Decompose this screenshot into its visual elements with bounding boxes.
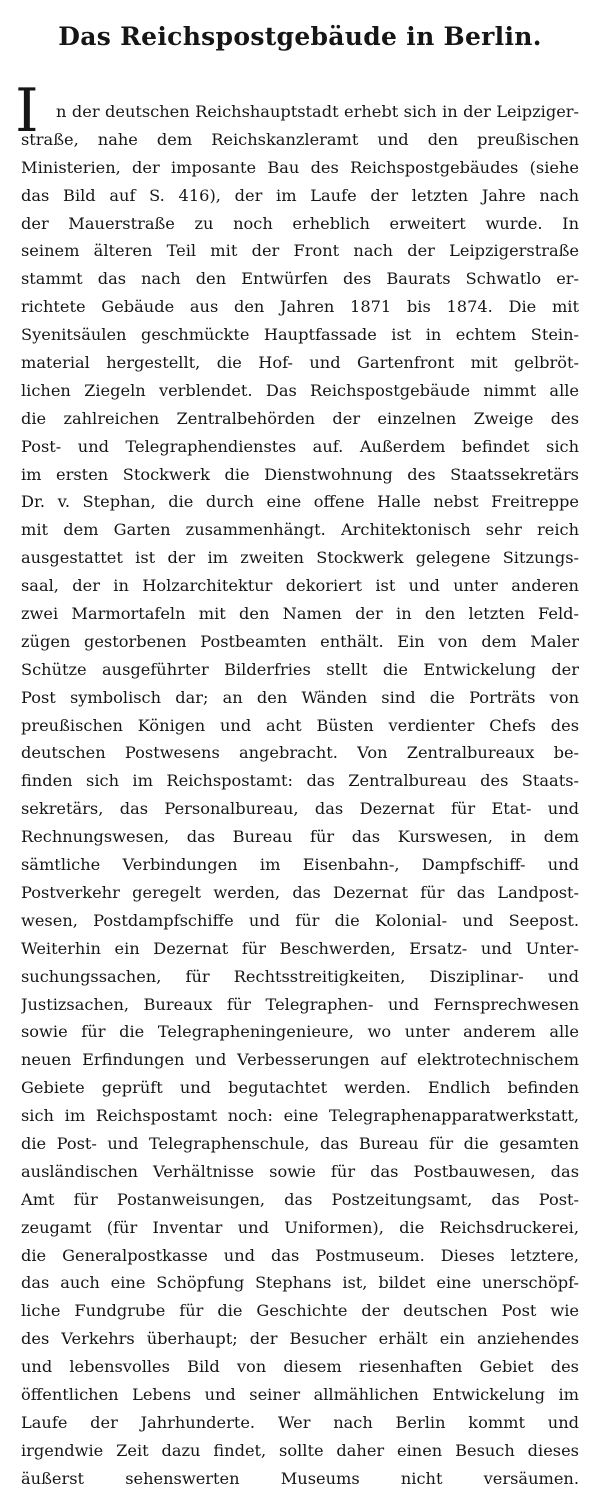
text-line: die Generalpostkasse und das Postmuseum. Dieses letztere, (21, 1245, 579, 1265)
text-line: Schütze ausgeführter Bilderfries stellt die Entwickelung der (21, 659, 579, 679)
text-line: Weiterhin ein Dezernat für Beschwerden, Ersatz- und Unter- (21, 938, 579, 958)
text-line: ausländischen Verhältnisse sowie für das Postbauwesen, das (21, 1161, 579, 1181)
text-line: im ersten Stockwerk die Dienstwohnung des Staatssekretärs (21, 464, 579, 484)
text-line: sämtliche Verbindungen im Eisenbahn-, Dampfschiff- und (21, 855, 579, 875)
text-line: und lebensvolles Bild von diesem riesenhaften Gebiet des (21, 1357, 579, 1377)
text-line: Justizsachen, Bureaux für Telegraphen- und Fernsprechwesen (21, 994, 579, 1014)
article-text (21, 98, 579, 1493)
text-line: Ministerien, der imposante Bau des Reichspostgebäudes (siehe (21, 157, 579, 177)
text-line: Post symbolisch dar; an den Wänden sind die Porträts von (21, 687, 579, 707)
text-line: des Verkehrs überhaupt; der Besucher erhält ein anziehendes (21, 1329, 579, 1349)
text-line: straße, nahe dem Reichskanzleramt und den preußischen (21, 129, 579, 149)
text-line: Syenitsäulen geschmückte Hauptfassade ist in echtem Stein- (21, 325, 579, 345)
text-line: zwei Marmortafeln mit den Namen der in den letzten Feld- (21, 604, 579, 624)
text-line: seinem älteren Teil mit der Front nach der Leipzigerstraße (21, 241, 579, 261)
drop-cap: I (15, 76, 39, 146)
text-line: stammt das nach den Entwürfen des Baurats Schwatlo er- (21, 269, 579, 289)
text-line: liche Fundgrube für die Geschichte der deutschen Post wie (21, 1301, 579, 1321)
text-line: wesen, Postdampfschiffe und für die Kolonial- und Seepost. (21, 910, 579, 930)
text-line: deutschen Postwesens angebracht. Von Zentralbureaux be- (21, 743, 579, 763)
text-line: zeugamt (für Inventar und Uniformen), die Reichsdruckerei, (21, 1217, 579, 1237)
text-line: richtete Gebäude aus den Jahren 1871 bis 1874. Die mit (21, 297, 579, 317)
text-line: material hergestellt, die Hof- und Gartenfront mit gelbröt- (21, 353, 579, 373)
text-line: die zahlreichen Zentralbehörden der einzelnen Zweige des (21, 408, 579, 428)
text-line: äußerst sehenswerten Museums nicht versäumen. (21, 1468, 579, 1488)
text-line: suchungssachen, für Rechtsstreitigkeiten, Disziplinar- und (21, 966, 579, 986)
text-line: Post- und Telegraphendienstes auf. Außerdem befindet sich (21, 436, 579, 456)
text-line: Amt für Postanweisungen, das Postzeitungsamt, das Post- (21, 1189, 579, 1209)
article-title: Das Reichspostgebäude in Berlin. (58, 22, 542, 51)
text-line: Postverkehr geregelt werden, das Dezernat für das Landpost- (21, 882, 579, 902)
text-line: lichen Ziegeln verblendet. Das Reichspostgebäude nimmt alle (21, 380, 579, 400)
text-line: saal, der in Holzarchitektur dekoriert ist und unter anderen (21, 576, 579, 596)
text-line: sekretärs, das Personalbureau, das Dezernat für Etat- und (21, 799, 579, 819)
text-line: Dr. v. Stephan, die durch eine offene Halle nebst Freitreppe (21, 492, 579, 512)
text-line: das Bild auf S. 416), der im Laufe der letzten Jahre nach (21, 185, 579, 205)
text-line: preußischen Königen und acht Büsten verdienter Chefs des (21, 715, 579, 735)
text-line: sich im Reichspostamt noch: eine Telegraphenapparatwerkstatt, (21, 1106, 579, 1126)
text-line: Gebiete geprüft und begutachtet werden. Endlich befinden (21, 1078, 579, 1098)
text-line: die Post- und Telegraphenschule, das Bureau für die gesamten (21, 1133, 579, 1153)
article-body (15, 76, 579, 1493)
text-line: zügen gestorbenen Postbeamten enthält. Ein von dem Maler (21, 631, 579, 651)
text-line: sowie für die Telegrapheningenieure, wo unter anderem alle (21, 1022, 579, 1042)
text-line: ausgestattet ist der im zweiten Stockwerk gelegene Sitzungs- (21, 548, 579, 568)
text-line: irgendwie Zeit dazu findet, sollte daher einen Besuch dieses (21, 1440, 579, 1460)
text-line: n der deutschen Reichshauptstadt erhebt sich in der Leipziger- (56, 102, 579, 121)
text-line: finden sich im Reichspostamt: das Zentralbureau des Staats- (21, 771, 579, 791)
text-line: öffentlichen Lebens und seiner allmählichen Entwickelung im (21, 1384, 579, 1404)
text-line: neuen Erfindungen und Verbesserungen auf elektrotechnischem (21, 1050, 579, 1070)
text-line: der Mauerstraße zu noch erheblich erweitert wurde. In (21, 213, 579, 233)
text-line: Rechnungswesen, das Bureau für das Kurswesen, in dem (21, 827, 579, 847)
text-line: das auch eine Schöpfung Stephans ist, bildet eine unerschöpf- (21, 1273, 579, 1293)
text-line: Laufe der Jahrhunderte. Wer nach Berlin kommt und (21, 1412, 579, 1432)
text-line: mit dem Garten zusammenhängt. Architektonisch sehr reich (21, 520, 579, 540)
